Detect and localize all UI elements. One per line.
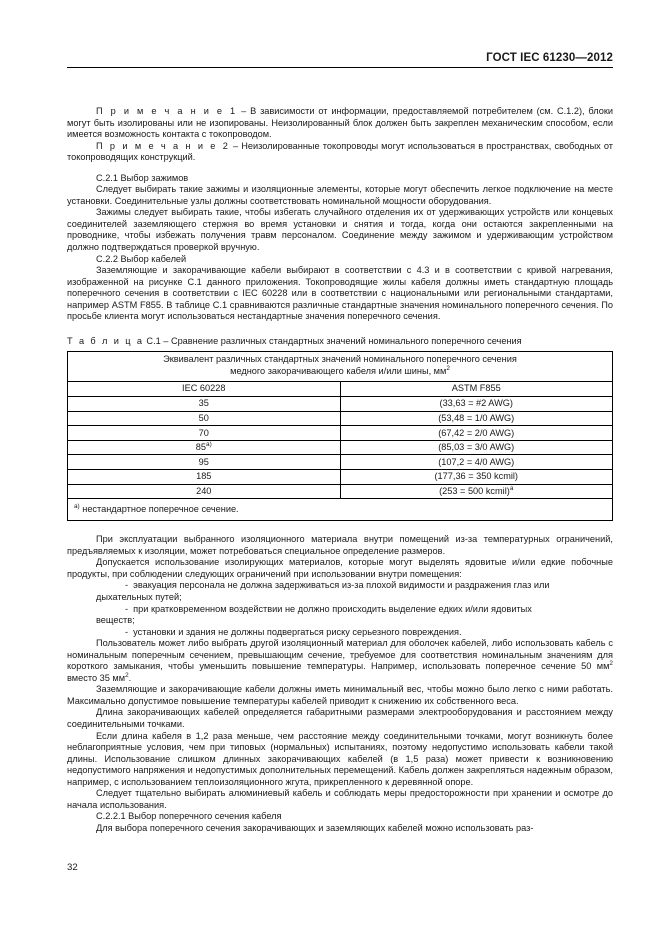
table-footnote-row: [68, 499, 613, 521]
footnote-marker: a): [74, 502, 80, 510]
cell-iec: [68, 440, 341, 455]
spacer: [67, 323, 613, 336]
cell-iec-value: 50: [198, 412, 209, 423]
bullet-text: при кратковременном воздействии не должно происходить выделение едких и/или ядовитых: [133, 603, 532, 614]
table-row: [68, 411, 613, 426]
note-1-label: П р и м е ч а н и е 1: [96, 106, 238, 116]
bullet-item-3: [67, 627, 613, 639]
paragraph-c21-2: Зажимы следует выбирать такие, чтобы избегать случайного отделения их от удерживающих устройств или концевых соединителей заземляющего стержня во время установки и снятия и тогда, когда они остаются закрепленными на проводнике, чтобы избежать получения травм персоналом. Соединение между зажимом и удерживающим устройством должно подтверждаться проверкой вручную.: [67, 207, 613, 253]
bullet-text: установки и здания не должны подвергаться риску серьезного повреждения.: [133, 626, 462, 637]
cell-iec: [68, 470, 341, 485]
table-caption-text: С.1 – Сравнение различных стандартных значений номинального поперечного сечения: [143, 335, 522, 346]
paragraph-c21-1: Следует выбирать такие зажимы и изоляционные элементы, которые могут обеспечить легкое подключение на месте установки. Соединительные узлы должны соответствовать номинальной мощности оборудования.: [67, 184, 613, 206]
cell-astm: [340, 484, 613, 499]
running-header: [0, 52, 613, 68]
note-1-text: – В зависимости от информации, предоставляемой потребителем (см. С.1.2), блоки могут быть изолированы или не изопированы. Неизолированный блок должен быть закреплен механическим способом, если имеется возможность контакта с токопроводом.: [67, 106, 614, 140]
table-row: [68, 440, 613, 455]
cell-astm-value: (53,48 = 1/0 AWG): [438, 412, 515, 423]
paragraph-after-2: Допускается использование изолирующих материалов, которые могут выделять ядовитые и/или едкие побочные продукты, при соблюдении следующих ограничений при использовании внутри помещения:: [67, 557, 613, 579]
table-column-header-row: [68, 381, 613, 397]
cell-iec-value: 240: [196, 485, 212, 496]
cell-astm-value: (107,2 = 4/0 AWG): [438, 456, 515, 467]
header-rule: [67, 67, 613, 68]
bullet-dash: -: [125, 626, 129, 637]
paragraph-after-5: Длина закорачивающих кабелей определяется габаритными размерами электрооборудования и расстоянием между соединительными точками.: [67, 707, 613, 729]
bullet-dash: -: [125, 580, 129, 591]
cell-iec: [68, 411, 341, 426]
paragraph-c22-1: Заземляющие и закорачивающие кабели выбирают в соответствии с 4.3 и в соответствии с кривой нагревания, изображенной на рисунке С.1 данного приложения. Токопроводящие жилы кабеля должны иметь стандартную площадь поперечного сечения в соответствии с IEC 60228 или в соответствии с национальными или региональными стандартами, например ASTM F855. В таблице С.1 сравниваются различные стандартные значения номинального поперечного сечения. По просьбе клиента могут использоваться нестандартные значения поперечного сечения.: [67, 265, 613, 322]
span-header-line-1: Эквивалент различных стандартных значений номинального поперечного сечения: [163, 354, 517, 365]
bullet-item-2: [67, 604, 613, 627]
table-row: [68, 455, 613, 470]
cell-astm: [340, 440, 613, 455]
cell-astm-value: (253 = 500 kcmil): [439, 485, 510, 496]
bullet-dash: -: [125, 603, 129, 614]
table-c1: [67, 351, 613, 521]
cell-iec-sup: a): [206, 441, 212, 449]
cell-astm: [340, 411, 613, 426]
table-header-span-row: [68, 352, 613, 381]
note-2-label: П р и м е ч а н и е 2: [96, 140, 230, 151]
paragraph-after-3-b: вместо 35 мм: [67, 672, 126, 683]
paragraph-after-3-c: .: [128, 672, 132, 683]
cell-astm-value: (67,42 = 2/0 AWG): [438, 427, 515, 438]
cell-iec-value: 70: [198, 427, 209, 438]
table-row: [68, 426, 613, 441]
cell-astm-value: (33,63 = #2 AWG): [439, 398, 513, 409]
bullet-text: эвакуация персонала не должна задерживаться из-за плохой видимости и раздражения глаз или: [133, 580, 550, 591]
span-header-sup: 2: [446, 364, 450, 372]
span-header-line-2: медного закорачивающего кабеля и/или шины, мм: [230, 365, 447, 376]
note-1: [67, 106, 613, 141]
table-row: [68, 397, 613, 412]
heading-c-2-2: С.2.2 Выбор кабелей: [96, 253, 187, 264]
heading-c-2-2-1: С.2.2.1 Выбор поперечного сечения кабеля: [96, 811, 282, 822]
column-header-astm: ASTM F855: [340, 381, 613, 397]
spacer: [67, 164, 613, 173]
table-row: [68, 470, 613, 485]
bullet-continuation: веществ;: [96, 615, 135, 626]
paragraph-after-7: Следует тщательно выбирать алюминиевый кабель и соблюдать меры предосторожности при хранении и осмотре до начала использования.: [67, 788, 613, 810]
column-header-iec: IEC 60228: [68, 381, 341, 397]
cell-astm-value: (177,36 = 350 kcmil): [434, 471, 518, 482]
note-2: [67, 141, 613, 164]
table-span-header: [68, 352, 613, 381]
cell-astm-value: (85,03 = 3/0 AWG): [438, 442, 515, 453]
cell-iec: [68, 397, 341, 412]
cell-iec: [68, 455, 341, 470]
page-number: 32: [67, 862, 78, 873]
header-title: ГОСТ IEC 61230—2012: [486, 52, 613, 64]
cell-iec-value: 35: [198, 398, 209, 409]
spacer: [67, 521, 613, 534]
table-footnote: [68, 499, 613, 521]
cell-iec-value: 185: [196, 471, 212, 482]
paragraph-after-3-a: Пользователь может либо выбрать другой изоляционный материал для оболочек кабелей, либо использовать кабель с номинальным поперечным сечением, превышающим сечение, требуемое для соответствия номинальным значениям для короткого замыкания, чтобы уменьшить повышение температуры. Например, использовать поперечное сечение 50 мм: [67, 638, 613, 672]
paragraph-after-1: При эксплуатации выбранного изоляционного материала внутри помещений из-за температурных ограничений, предъявляемых к изоляции, может потребоваться специальное определение размеров.: [67, 534, 613, 556]
cell-astm: [340, 470, 613, 485]
heading-c-2-1: С.2.1 Выбор зажимов: [96, 172, 189, 183]
paragraph-after-4: Заземляющие и закорачивающие кабели должны иметь минимальный вес, чтобы можно было легко с ними работать. Максимально допустимое повышение температуры кабелей приводит к снижению их собственного веса.: [67, 684, 613, 706]
paragraph-after-3-sup-1: 2: [609, 660, 613, 668]
cell-iec: [68, 484, 341, 499]
cell-astm-sup: a: [509, 484, 514, 492]
page-content: [67, 106, 613, 834]
cell-iec-value: 95: [198, 456, 209, 467]
cell-astm: [340, 397, 613, 412]
paragraph-after-3: [67, 638, 613, 684]
footnote-text: нестандартное поперечное сечение.: [79, 503, 239, 514]
table-caption: [67, 336, 613, 348]
paragraph-after-3-sup-2: 2: [125, 671, 129, 679]
cell-astm: [340, 455, 613, 470]
cell-iec: [68, 426, 341, 441]
cell-astm: [340, 426, 613, 441]
table-row: [68, 484, 613, 499]
bullet-continuation: дыхательных путей;: [96, 591, 182, 602]
cell-iec-value: 85: [195, 442, 207, 453]
paragraph-after-8: Для выбора поперечного сечения закорачивающих и заземляющих кабелей можно использовать раз-: [96, 822, 534, 833]
paragraph-after-6: Если длина кабеля в 1,2 раза меньше, чем расстояние между соединительными точками, могут возникнуть более неблагоприятные условия, чем при типовых (нормальных) испытаниях, поэтому недопустимо использовать кабели такой длины. Использование слишком длинных закорачивающих кабелей (в 1,5 раза) может привести к возникновению недопустимого напряжения и недопустимых дополнительных перемещений. Кабель должен закрепляться надежным образом, например, с использованием теплоизоляционного жгута, прикрепленного к деревянной опоре.: [67, 730, 613, 787]
table-caption-label: Т а б л и ц а: [67, 335, 144, 346]
note-2-text: – Неизолированные токопроводы могут использоваться в пространствах, свободных от токопроводящих конструкций.: [67, 140, 614, 163]
bullet-item-1: [67, 580, 613, 603]
